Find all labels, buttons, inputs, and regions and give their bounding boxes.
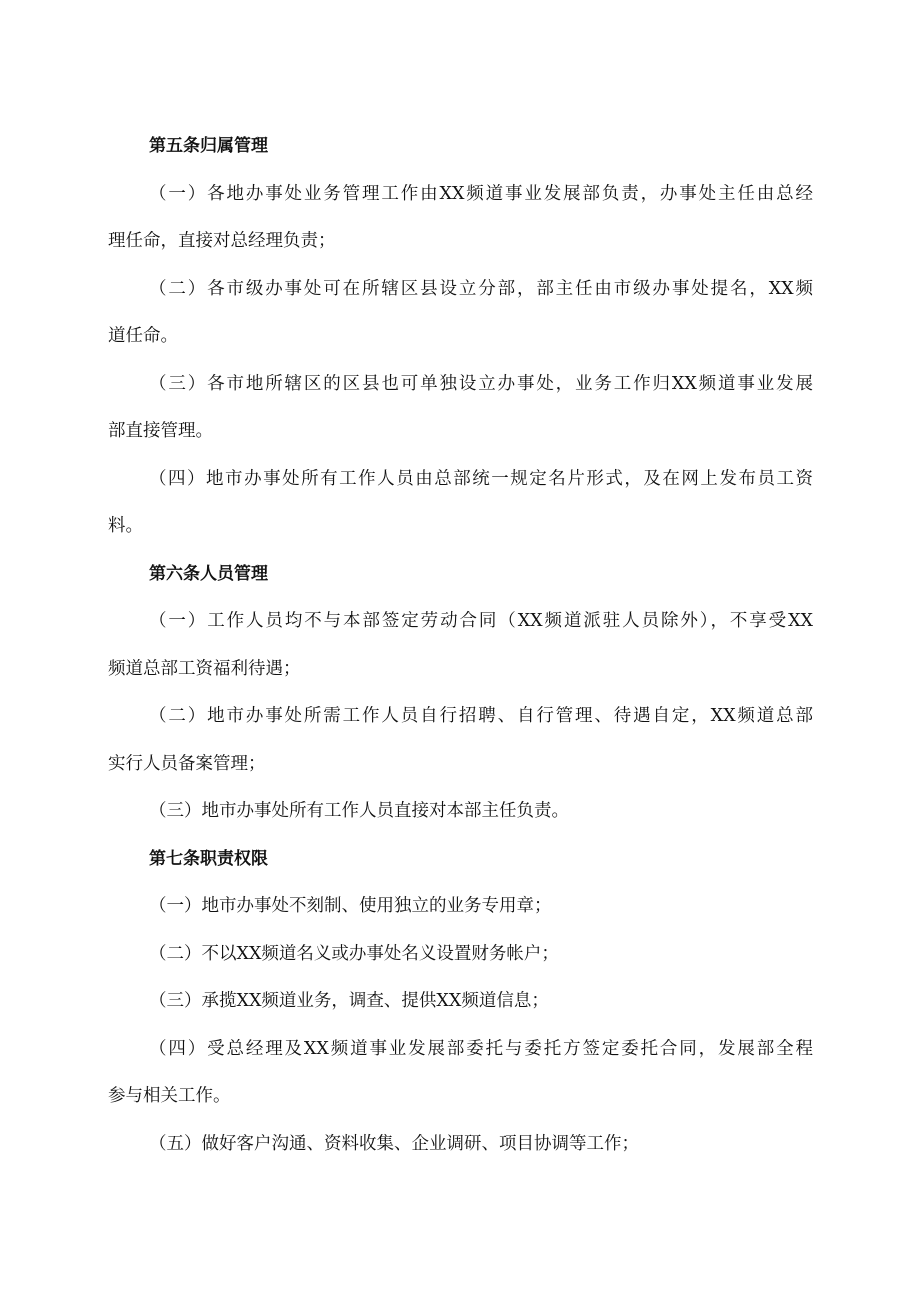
article-5-item-3-line-1: （三）各市地所辖区的区县也可单独设立办事处，业务工作归XX频道事业发展 xyxy=(149,373,813,394)
article-5-item-4-line-2: 料。 xyxy=(108,516,143,536)
article-5-item-4-line-1: （四）地市办事处所有工作人员由总部统一规定名片形式，及在网上发布员工资 xyxy=(149,468,813,489)
article-7-item-5-line-1: （五）做好客户沟通、资料收集、企业调研、项目协调等工作； xyxy=(149,1133,639,1154)
article-5-item-3-line-2: 部直接管理。 xyxy=(108,421,213,441)
article-7-item-1-line-1: （一）地市办事处不刻制、使用独立的业务专用章； xyxy=(149,896,552,916)
article-7-heading: 第七条职责权限 xyxy=(149,848,268,869)
article-6-heading: 第六条人员管理 xyxy=(149,563,268,584)
article-5-heading: 第五条归属管理 xyxy=(149,136,268,156)
article-6-item-3-line-1: （三）地市办事处所有工作人员直接对本部主任负责。 xyxy=(149,801,569,821)
article-5-item-2-line-2: 道任命。 xyxy=(108,326,178,346)
article-5-item-1-line-1: （一）各地办事处业务管理工作由XX频道事业发展部负责，办事处主任由总经 xyxy=(149,183,813,204)
article-6-item-2-line-1: （二）地市办事处所需工作人员自行招聘、自行管理、待遇自定，XX频道总部 xyxy=(149,706,813,726)
article-5-item-2-line-1: （二）各市级办事处可在所辖区县设立分部，部主任由市级办事处提名，XX频 xyxy=(149,278,813,299)
article-5-item-1-line-2: 理任命，直接对总经理负责； xyxy=(108,231,336,251)
article-6-item-1-line-1: （一）工作人员均不与本部签定劳动合同（XX频道派驻人员除外），不享受XX xyxy=(149,611,813,631)
article-7-item-4-line-2: 参与相关工作。 xyxy=(108,1086,231,1106)
article-7-item-3-line-1: （三）承揽XX频道业务，调查、提供XX频道信息； xyxy=(149,991,549,1011)
article-7-item-4-line-1: （四）受总经理及XX频道事业发展部委托与委托方签定委托合同，发展部全程 xyxy=(149,1038,813,1059)
article-6-item-2-line-2: 实行人员备案管理； xyxy=(108,753,266,774)
article-6-item-1-line-2: 频道总部工资福利待遇； xyxy=(108,658,301,679)
document-body xyxy=(108,123,813,1168)
article-7-item-2-line-1: （二）不以XX频道名义或办事处名义设置财务帐户； xyxy=(149,943,559,964)
